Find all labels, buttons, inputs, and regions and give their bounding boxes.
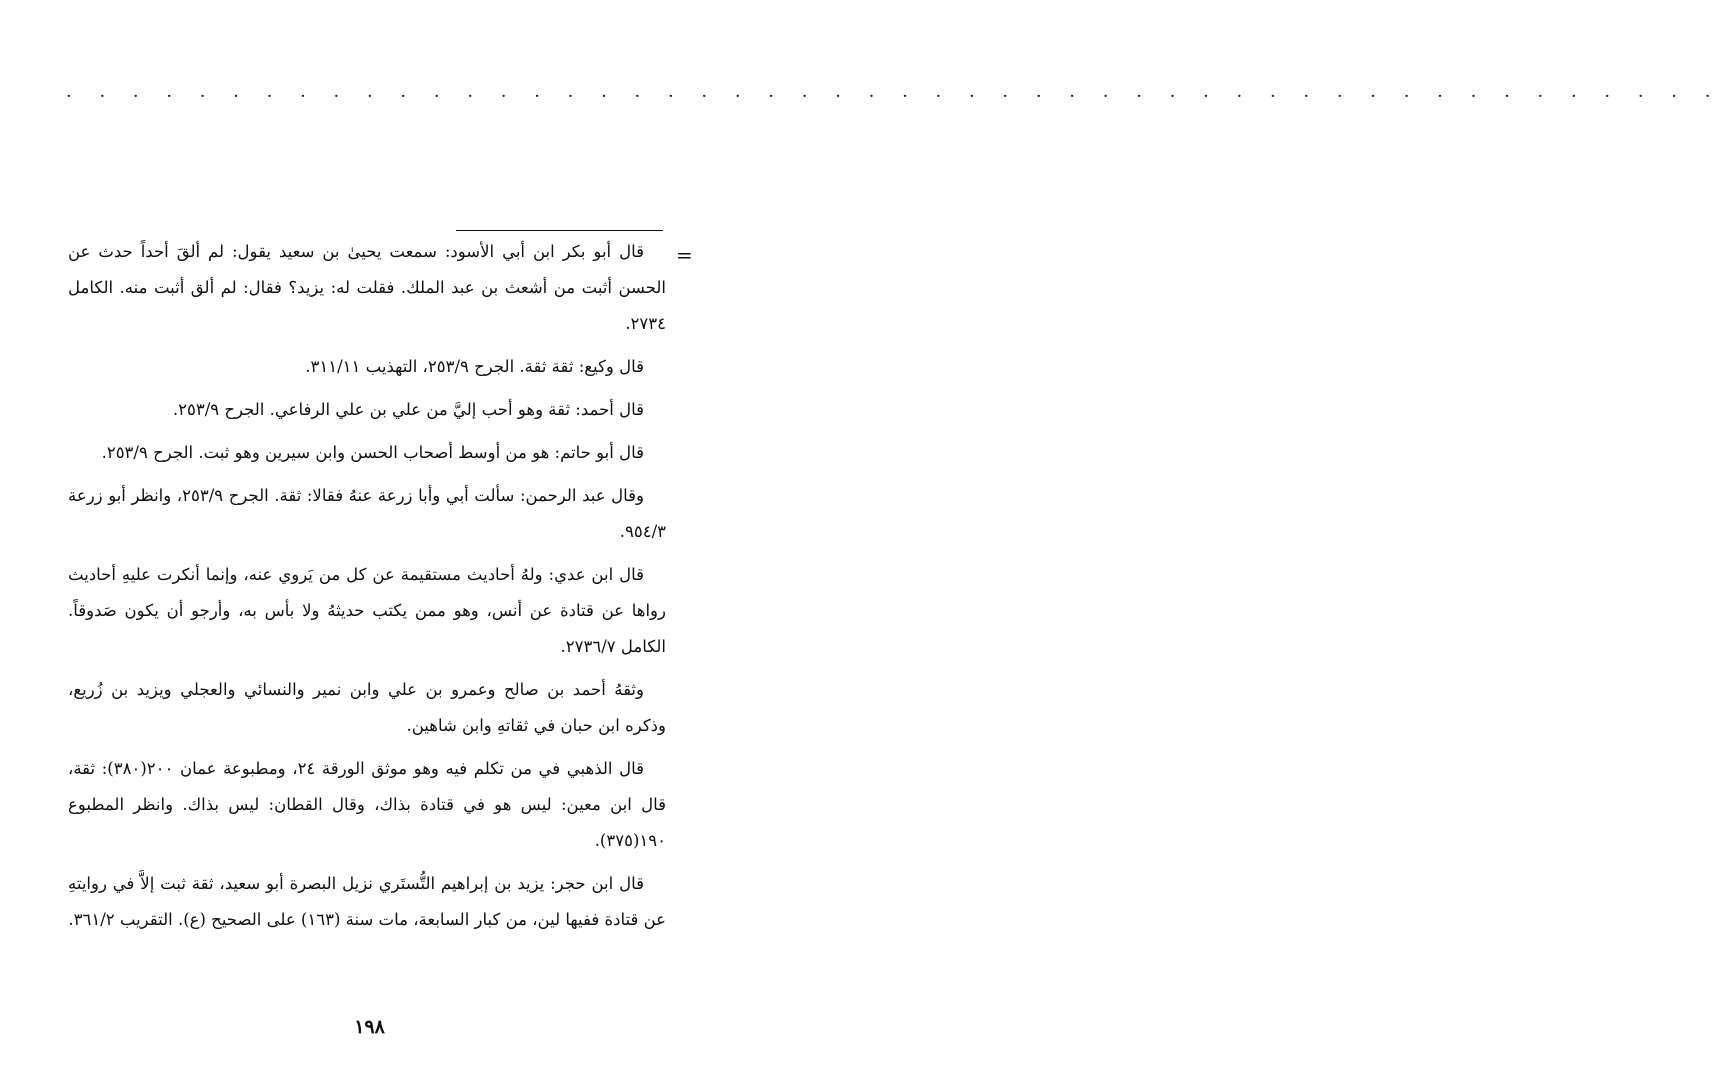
page-number: ١٩٨ [354,1016,385,1038]
paragraph: قال الذهبي في من تكلم فيه وهو موثق الورقة ٢٤، ومطبوعة عمان ٢٠٠(٣٨٠): ثقة، قال ابن معين: ليس هو في قتادة بذاك، وقال القطان: ليس بذاك. وانظر المطبوع ١٩٠(٣٧٥). [68,759,666,850]
footnote-body [68,234,666,945]
paragraph: قال ابن عدي: ولهُ أحاديث مستقيمة عن كل من يَروي عنه، وإنما أنكرت عليهِ أحاديث رواها عن قتادة عن أنس، وهو ممن يكتب حديثهُ ولا بأس به، وأرجو أن يكون صَدوقاً. الكامل ٢٧٣٦/٧. [68,565,666,656]
paragraph: قال ابن حجر: يزيد بن إبراهيم التُّستَري نزيل البصرة أبو سعيد، ثقة ثبت إلاَّ في روايتهِ عن قتادة ففيها لين، من كبار السابعة، مات سنة (١٦٣) على الصحيح (ع). التقريب ٣٦١/٢. [68,874,666,929]
paragraph: قال وكيع: ثقة ثقة. الجرح ٢٥٣/٩، التهذيب ٣١١/١١. [305,357,644,376]
paragraph: وثقهُ أحمد بن صالح وعمرو بن علي وابن نمير والنسائي والعجلي ويزيد بن زُريع، وذكره ابن حبان في ثقاتهِ وابن شاهين. [68,680,666,735]
dotted-separator: · · · · · · · · · · · · · · · · · · · · · · · · · · · · · · · · · · · · · · · · · · · · · · · · · · [66,86,1721,107]
paragraph: وقال عبد الرحمن: سألت أبي وأبا زرعة عنهُ فقالا: ثقة. الجرح ٢٥٣/٩، وانظر أبو زرعة ٩٥٤/٣. [68,486,666,541]
paragraph: قال أحمد: ثقة وهو أحب إليَّ من علي بن علي الرفاعي. الجرح ٢٥٣/٩. [172,400,644,419]
paragraph: قال أبو بكر ابن أبي الأسود: سمعت يحيىٰ بن سعيد يقول: لم ألقَ أحداً حدث عن الحسن أثبت من أشعث بن عبد الملك. فقلت له: يزيد؟ فقال: لم ألق أثبت منه. الكامل ٢٧٣٤. [68,242,666,333]
paragraph: قال أبو حاتم: هو من أوسط أصحاب الحسن وابن سيرين وهو ثبت. الجرح ٢٥٣/٩. [101,443,644,462]
continuation-mark: = [676,243,693,267]
footnote-rule [456,230,663,231]
